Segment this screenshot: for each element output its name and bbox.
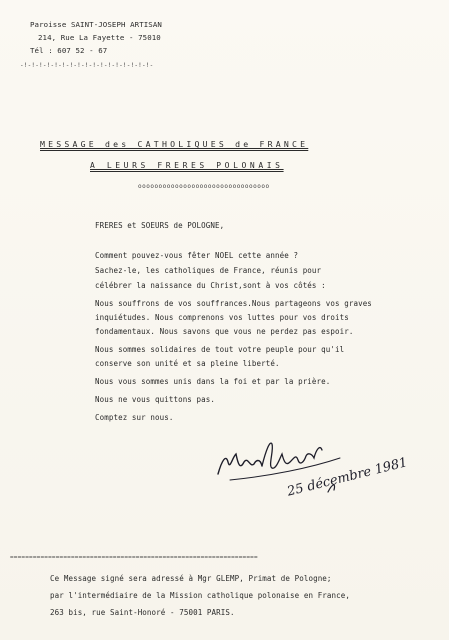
footer-separator: ================================================================= bbox=[10, 554, 258, 561]
signature-date: 25 décembre 1981 bbox=[285, 455, 410, 500]
footer-line: Ce Message signé sera adressé à Mgr GLEMP, Primat de Pologne; bbox=[50, 574, 332, 583]
handwritten-signature bbox=[210, 410, 410, 500]
footer-line: 263 bis, rue Saint-Honoré - 75001 PARIS. bbox=[50, 608, 235, 617]
salutation: FRERES et SOEURS de POLOGNE, bbox=[95, 221, 225, 230]
letter-line: Nous souffrons de vos souffrances.Nous partageons vos graves bbox=[95, 299, 372, 308]
parish-name: Paroisse SAINT-JOSEPH ARTISAN bbox=[30, 20, 162, 29]
letter-line: fondamentaux. Nous savons que vous ne perdez pas espoir. bbox=[95, 327, 354, 336]
letter-line: inquiétudes. Nous comprenons vos luttes pour vos droits bbox=[95, 313, 349, 322]
letter-line: Comment pouvez-vous fêter NOEL cette année ? bbox=[95, 251, 299, 260]
letter-line: Sachez-le, les catholiques de France, réunis pour bbox=[95, 266, 322, 275]
letter-line: célébrer la naissance du Christ,sont à vos côtés : bbox=[95, 281, 326, 290]
parish-address: 214, Rue La Fayette - 75010 bbox=[38, 33, 161, 42]
message-subtitle: A LEURS FRERES POLONAIS bbox=[90, 161, 284, 170]
letter-line: Nous sommes solidaires de tout votre peuple pour qu'il bbox=[95, 345, 345, 354]
letter-line: Nous vous sommes unis dans la foi et par la prière. bbox=[95, 377, 331, 386]
letter-line: Comptez sur nous. bbox=[95, 413, 174, 422]
footer-line: par l'intermédiaire de la Mission catholique polonaise en France, bbox=[50, 591, 350, 600]
letter-line: conserve son unité et sa pleine liberté. bbox=[95, 359, 280, 368]
message-title: MESSAGE des CATHOLIQUES de FRANCE bbox=[40, 139, 309, 149]
parish-phone: Tél : 607 52 - 67 bbox=[30, 46, 108, 55]
title-dots: oooooooooooooooooooooooooooooooo bbox=[138, 183, 270, 190]
header-separator: -!-!-!-!-!-!-!-!-!-!-!-!-!-!-!-!-!- bbox=[20, 62, 154, 69]
letter-line: Nous ne vous quittons pas. bbox=[95, 395, 215, 404]
